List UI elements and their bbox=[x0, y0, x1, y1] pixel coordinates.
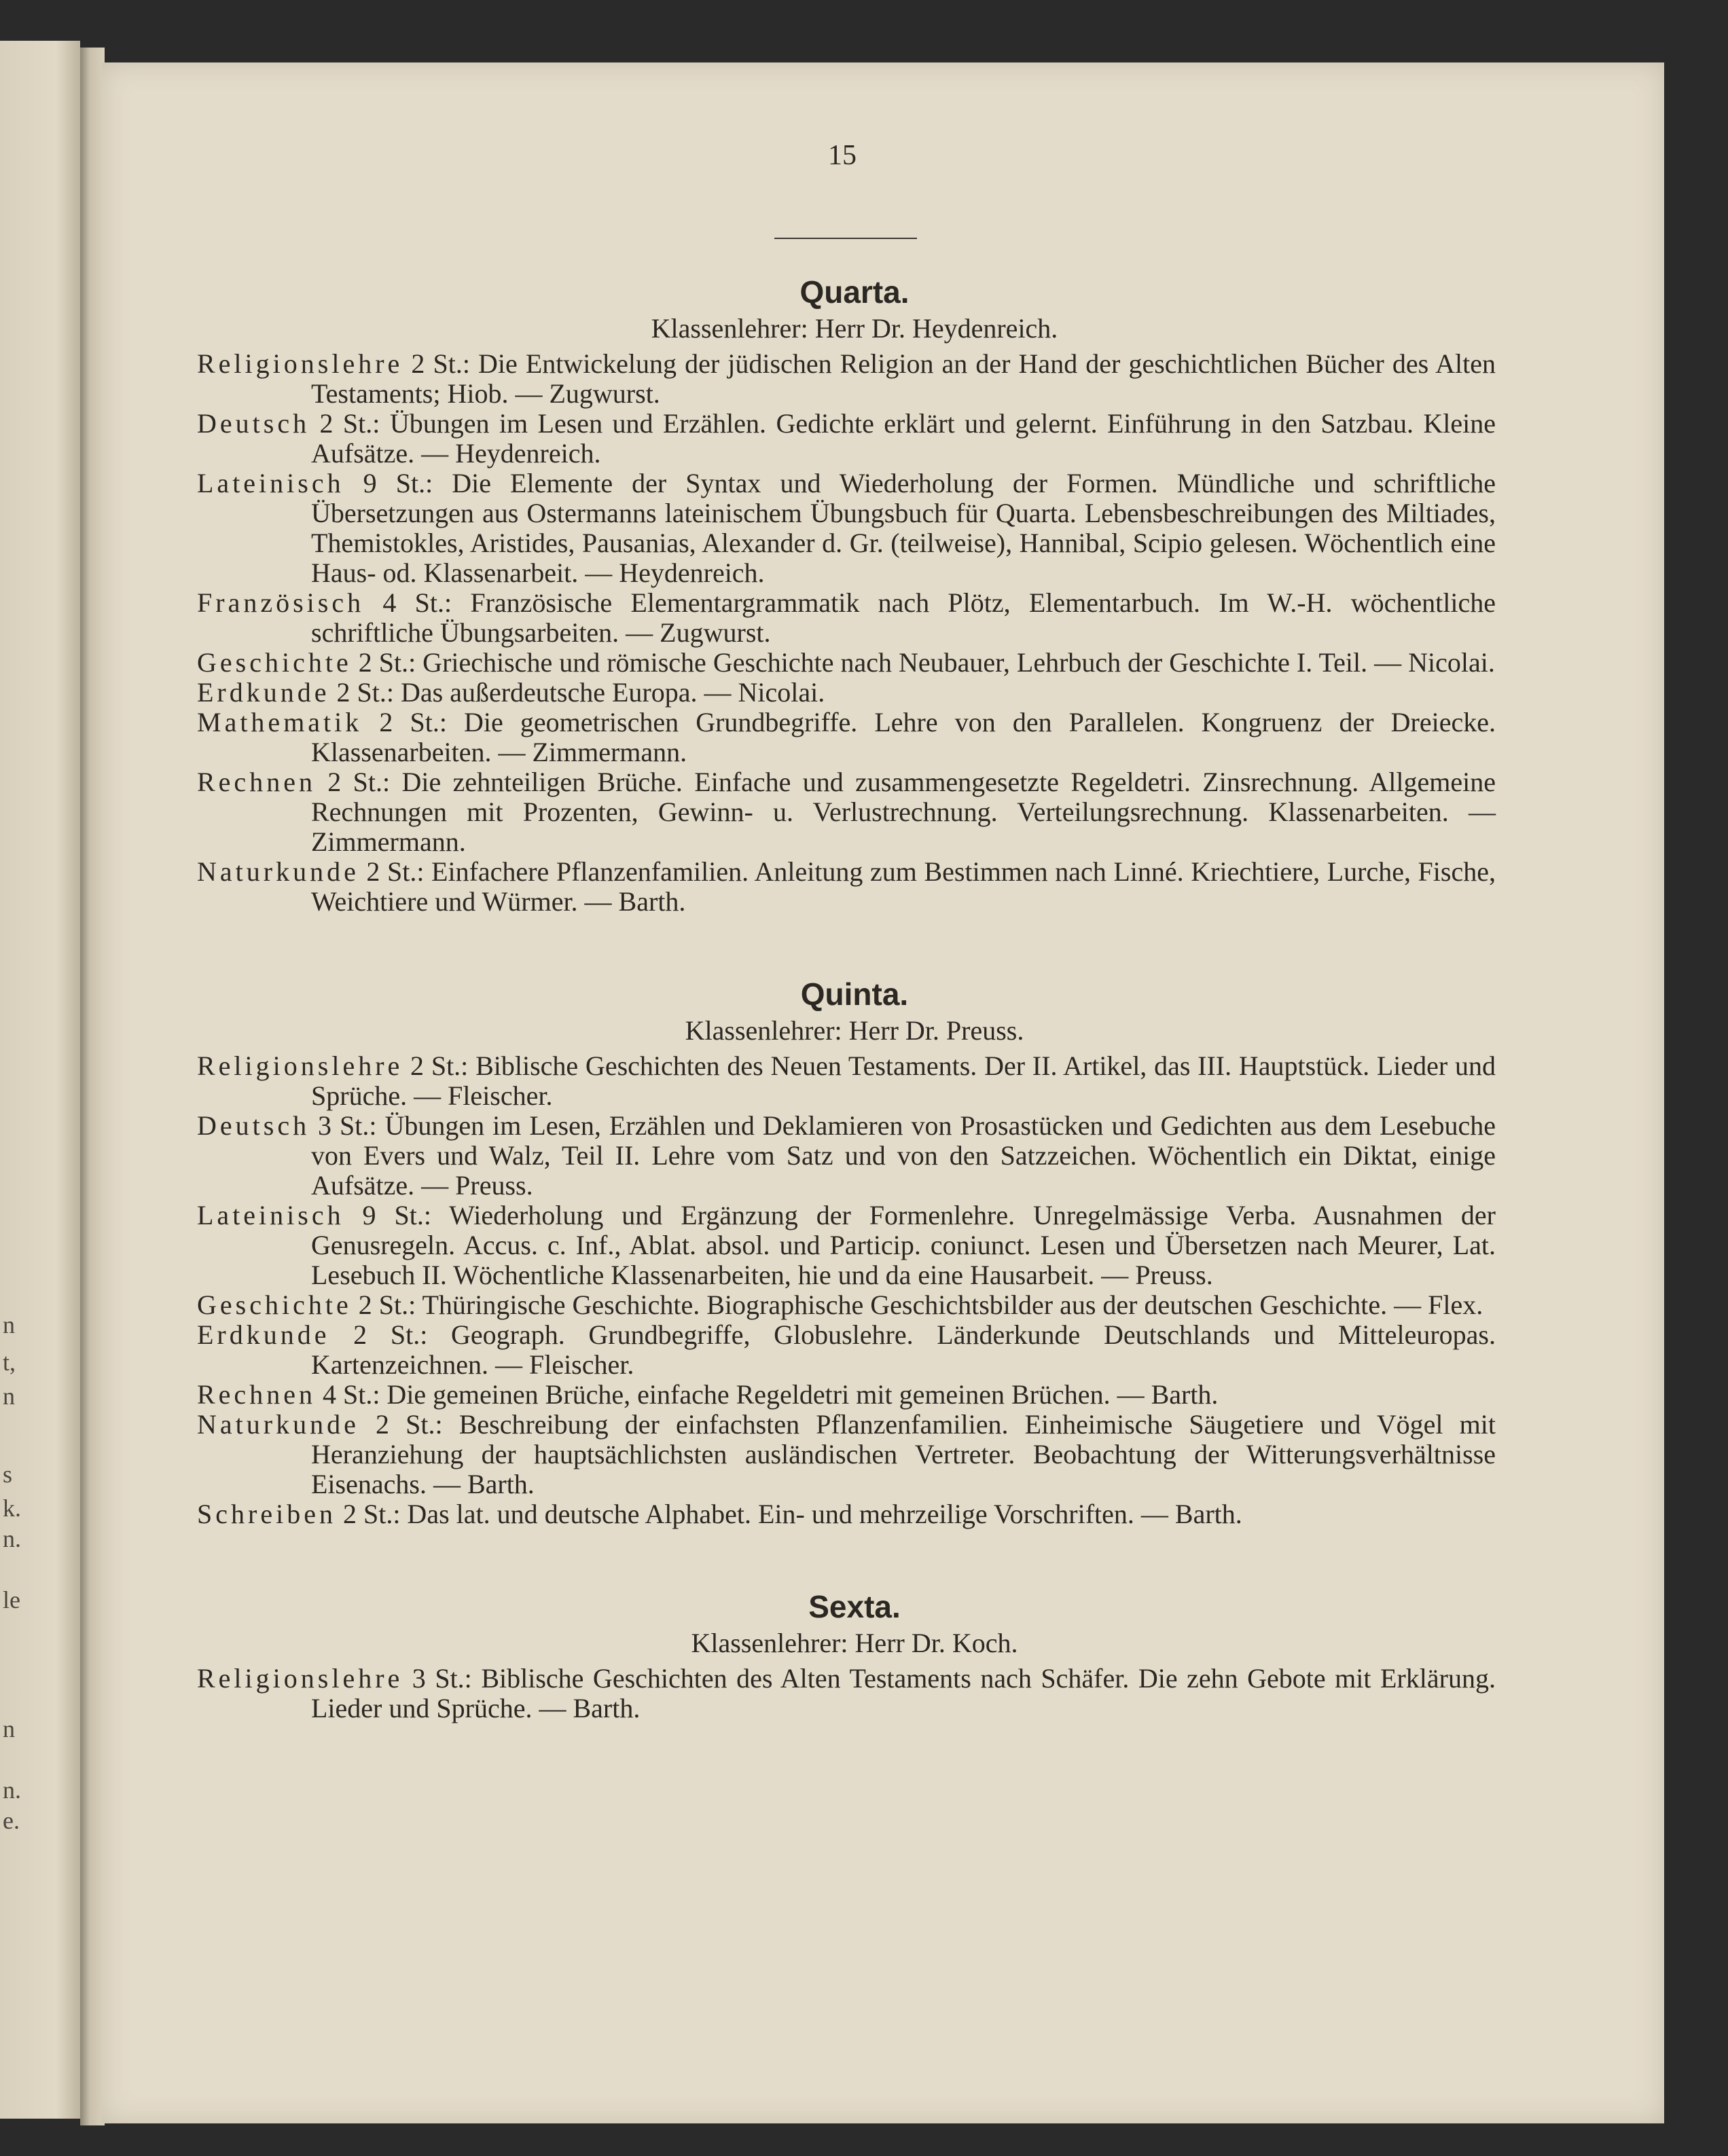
entry-text: 2 St.: Übungen im Lesen und Erzählen. Gedichte erklärt und gelernt. Einführung in den Satzbau. Kleine Aufsätze. — Heydenreich. bbox=[310, 408, 1496, 469]
class-teacher: Klassenlehrer: Herr Dr. Preuss. bbox=[685, 1015, 1024, 1046]
entry-text: 2 St.: Biblische Geschichten des Neuen Testaments. Der II. Artikel, das III. Hauptstück. Lieder und Sprüche. — Fleischer. bbox=[311, 1050, 1496, 1111]
subject-name: Lateinisch bbox=[197, 468, 344, 498]
subject-name: Mathematik bbox=[197, 707, 363, 737]
subject-name: Geschichte bbox=[197, 647, 352, 678]
entry-text: 9 St.: Die Elemente der Syntax und Wiederholung der Formen. Mündliche und schriftliche Übersetzungen aus Ostermanns lateinischem Übungsbuch für Quarta. Lebensbeschreibungen des Miltiades, Themistokles, Aristides, Pausanias, Alexander d. Gr. (teilweise), Hannibal, Scipio gelesen. Wöchentlich eine Haus- od. Klassenarbeit. — Heydenreich. bbox=[311, 468, 1496, 588]
entry-text: 2 St.: Die geometrischen Grundbegriffe. Lehre von den Parallelen. Kongruenz der Dreiecke. Klassenarbeiten. — Zimmermann. bbox=[311, 707, 1496, 767]
left-page-fragment: n bbox=[3, 1383, 15, 1410]
curriculum-entry bbox=[197, 1320, 1496, 1380]
subject-name: Deutsch bbox=[197, 408, 310, 439]
class-teacher: Klassenlehrer: Herr Dr. Heydenreich. bbox=[651, 313, 1058, 344]
subject-name: Geschichte bbox=[197, 1290, 352, 1320]
curriculum-entry bbox=[197, 1380, 1496, 1410]
entry-text: 2 St.: Geograph. Grundbegriffe, Globuslehre. Länderkunde Deutschlands und Mitteleuropas. Kartenzeichnen. — Fleischer. bbox=[311, 1319, 1496, 1380]
subject-name: Deutsch bbox=[197, 1110, 310, 1141]
subject-name: Naturkunde bbox=[197, 1409, 359, 1440]
curriculum-entry bbox=[197, 648, 1496, 678]
curriculum-entry bbox=[197, 1051, 1496, 1111]
curriculum-entry bbox=[197, 469, 1496, 588]
left-page-fragment: n bbox=[3, 1715, 15, 1742]
subject-name: Rechnen bbox=[197, 767, 316, 797]
curriculum-entry bbox=[197, 1664, 1496, 1723]
subject-name: Religionslehre bbox=[197, 1050, 403, 1081]
left-page-fragment: t, bbox=[3, 1349, 16, 1376]
entry-text: 2 St.: Die Entwickelung der jüdischen Religion an der Hand der geschichtlichen Bücher des Alten Testaments; Hiob. — Zugwurst. bbox=[311, 348, 1496, 409]
entry-text: 4 St.: Französische Elementargrammatik nach Plötz, Elementarbuch. Im W.-H. wöchentliche schriftliche Übungsarbeiten. — Zugwurst. bbox=[311, 587, 1496, 648]
entry-text: 2 St.: Einfachere Pflanzenfamilien. Anleitung zum Bestimmen nach Linné. Kriechtiere, Lurche, Fische, Weichtiere und Würmer. — Barth. bbox=[311, 856, 1496, 917]
subject-name: Schreiben bbox=[197, 1499, 336, 1529]
curriculum-entry bbox=[197, 1111, 1496, 1201]
left-page-fragment: k. bbox=[3, 1495, 21, 1522]
entry-text: 2 St.: Beschreibung der einfachsten Pflanzenfamilien. Einheimische Säugetiere und Vögel mit Heranziehung der hauptsächlichsten ausländischen Vertreter. Beobachtung der Witterungsverhältnisse Eisenachs. — Barth. bbox=[311, 1409, 1496, 1499]
subject-name: Naturkunde bbox=[197, 856, 359, 887]
entry-text: 2 St.: Das außerdeutsche Europa. — Nicolai. bbox=[329, 677, 825, 708]
section-title: Sexta. bbox=[808, 1589, 901, 1624]
curriculum-entry bbox=[197, 1499, 1496, 1529]
curriculum-entry bbox=[197, 678, 1496, 708]
book-gutter bbox=[80, 48, 105, 2125]
subject-name: Erdkunde bbox=[197, 1319, 330, 1350]
left-page-fragment: le bbox=[3, 1586, 20, 1613]
left-page-fragment: n bbox=[3, 1311, 15, 1338]
entry-text: 2 St.: Griechische und römische Geschichte nach Neubauer, Lehrbuch der Geschichte I. Teil. — Nicolai. bbox=[351, 647, 1495, 678]
curriculum-entry bbox=[197, 1201, 1496, 1290]
left-page-fragment: e. bbox=[3, 1807, 20, 1834]
entry-text: 2 St.: Thüringische Geschichte. Biographische Geschichtsbilder aus der deutschen Geschichte. — Flex. bbox=[351, 1290, 1483, 1320]
entry-text: 2 St.: Die zehnteiligen Brüche. Einfache und zusammengesetzte Regeldetri. Zinsrechnung. Allgemeine Rechnungen mit Prozenten, Gewinn- u. Verlustrechnung. Verteilungsrechnung. Klassenarbeiten. — Zimmermann. bbox=[311, 767, 1496, 857]
section-title: Quarta. bbox=[799, 274, 910, 310]
page-number-rule bbox=[774, 238, 917, 239]
subject-name: Französisch bbox=[197, 587, 365, 618]
left-page-fragment: n. bbox=[3, 1525, 21, 1552]
section-quinta bbox=[197, 974, 1496, 1529]
class-teacher: Klassenlehrer: Herr Dr. Koch. bbox=[691, 1628, 1018, 1658]
page-number: 15 bbox=[828, 140, 857, 171]
section-title: Quinta. bbox=[800, 976, 909, 1012]
entry-text: 4 St.: Die gemeinen Brüche, einfache Regeldetri mit gemeinen Brüchen. — Barth. bbox=[315, 1379, 1219, 1410]
curriculum-entry bbox=[197, 349, 1496, 409]
curriculum-entry bbox=[197, 767, 1496, 857]
subject-name: Lateinisch bbox=[197, 1200, 344, 1230]
curriculum-entry bbox=[197, 1290, 1496, 1320]
entry-text: 2 St.: Das lat. und deutsche Alphabet. Ein- und mehrzeilige Vorschriften. — Barth. bbox=[336, 1499, 1242, 1529]
section-sexta bbox=[197, 1586, 1496, 1723]
curriculum-entry bbox=[197, 708, 1496, 767]
curriculum-entry bbox=[197, 1410, 1496, 1499]
curriculum-entry bbox=[197, 588, 1496, 648]
subject-name: Rechnen bbox=[197, 1379, 316, 1410]
subject-name: Religionslehre bbox=[197, 348, 403, 379]
curriculum-entry bbox=[197, 409, 1496, 469]
entry-text: 3 St.: Übungen im Lesen, Erzählen und Deklamieren von Prosastücken und Gedichten aus dem Lesebuche von Evers und Walz, Teil II. Lehre vom Satz und von den Satzzeichen. Wöchentlich ein Diktat, einige Aufsätze. — Preuss. bbox=[310, 1110, 1496, 1201]
left-page-fragment: n. bbox=[3, 1776, 21, 1804]
section-quarta bbox=[197, 272, 1496, 917]
left-page-fragment: s bbox=[3, 1461, 13, 1488]
page-content bbox=[197, 272, 1496, 1780]
subject-name: Erdkunde bbox=[197, 677, 330, 708]
curriculum-entry bbox=[197, 857, 1496, 917]
left-page-edge bbox=[0, 41, 80, 2119]
entry-text: 9 St.: Wiederholung und Ergänzung der Formenlehre. Unregelmässige Verba. Ausnahmen der Genusregeln. Accus. c. Inf., Ablat. absol. und Particip. coniunct. Lesen und Übersetzen nach Meurer, Lat. Lesebuch II. Wöchentliche Klassenarbeiten, hie und da eine Hausarbeit. — Preuss. bbox=[311, 1200, 1496, 1290]
subject-name: Religionslehre bbox=[197, 1663, 403, 1694]
entry-text: 3 St.: Biblische Geschichten des Alten Testaments nach Schäfer. Die zehn Gebote mit Erklärung. Lieder und Sprüche. — Barth. bbox=[311, 1663, 1496, 1723]
